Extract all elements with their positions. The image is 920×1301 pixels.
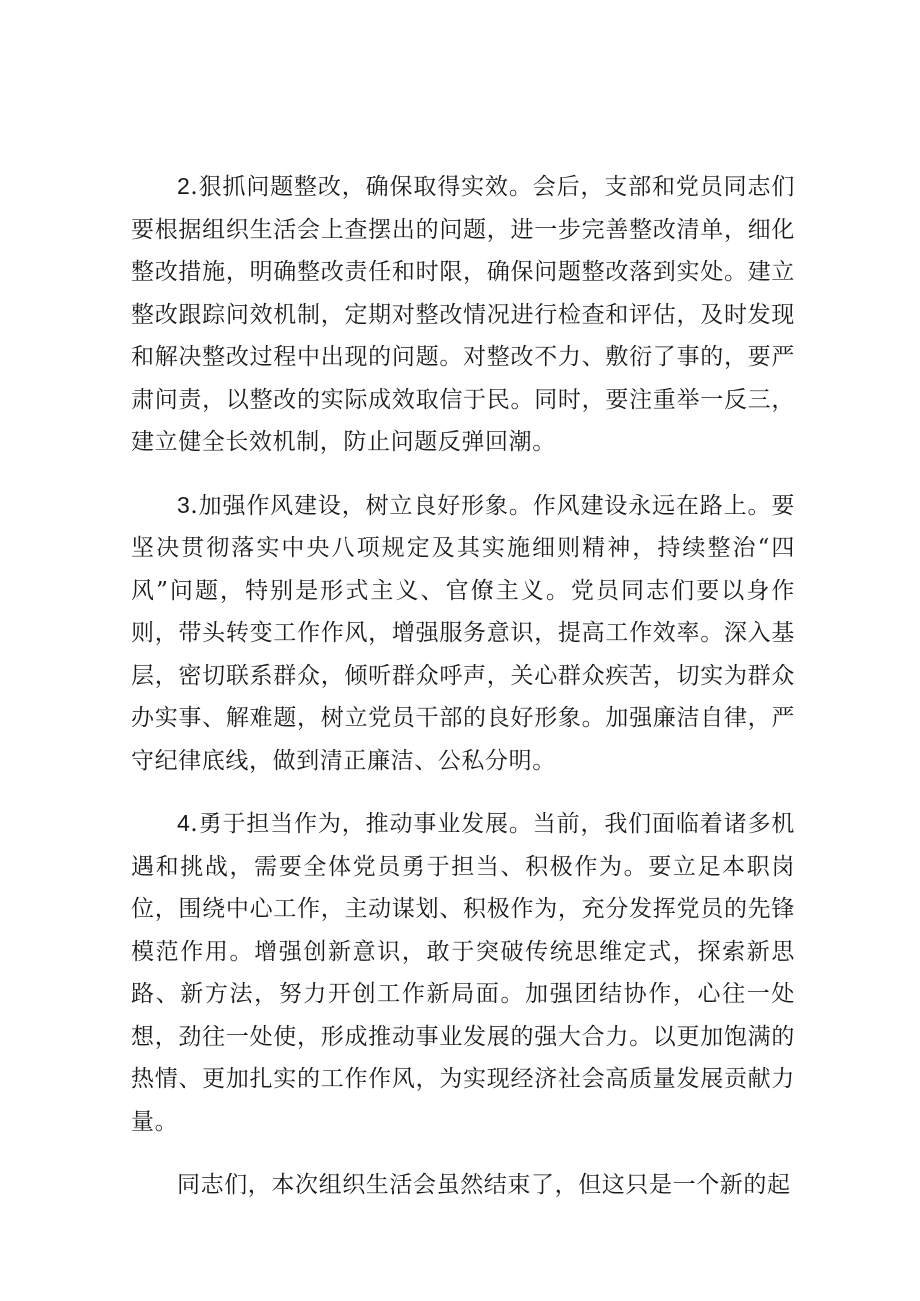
paragraph-item-3 — [131, 484, 795, 783]
closing-paragraph — [131, 1163, 795, 1207]
paragraph-text: .勇于担当作为，推动事业发展。当前，我们面临着诸多机遇和挑战，需要全体党员勇于担当、积极作为。要立足本职岗位，围绕中心工作，主动谋划、积极作为，充分发挥党员的先锋模范作用。增强创新意识，敢于突破传统思维定式，探索新思路、新方法，努力开创工作新局面。加强团结协作，心往一处想，劲往一处使，形成推动事业发展的强大合力。以更加饱满的热情、更加扎实的工作作风，为实现经济社会高质量发展贡献力量。 — [131, 811, 795, 1135]
document-body — [131, 165, 795, 1207]
paragraph-text: .加强作风建设，树立良好形象。作风建设永远在路上。要坚决贯彻落实中央八项规定及其实施细则精神，持续整治“四风”问题，特别是形式主义、官僚主义。党员同志们要以身作则，带头转变工作作风，增强服务意识，提高工作效率。深入基层，密切联系群众，倾听群众呼声，关心群众疾苦，切实为群众办实事、解难题，树立党员干部的良好形象。加强廉洁自律，严守纪律底线，做到清正廉洁、公私分明。 — [131, 492, 795, 774]
paragraph-text: .狠抓问题整改，确保取得实效。会后，支部和党员同志们要根据组织生活会上查摆出的问题，进一步完善整改清单，细化整改措施，明确整改责任和时限，确保问题整改落到实处。建立整改跟踪问效机制，定期对整改情况进行检查和评估，及时发现和解决整改过程中出现的问题。对整改不力、敷衍了事的，要严肃问责，以整改的实际成效取信于民。同时，要注重举一反三，建立健全长效机制，防止问题反弹回潮。 — [131, 174, 795, 455]
paragraph-text: 同志们，本次组织生活会虽然结束了，但这只是一个新的起 — [177, 1172, 791, 1198]
paragraph-item-2 — [131, 165, 795, 464]
paragraph-item-4 — [131, 802, 795, 1143]
paragraph-number: 2 — [177, 173, 191, 199]
paragraph-number: 4 — [177, 810, 191, 836]
paragraph-number: 3 — [177, 491, 191, 518]
